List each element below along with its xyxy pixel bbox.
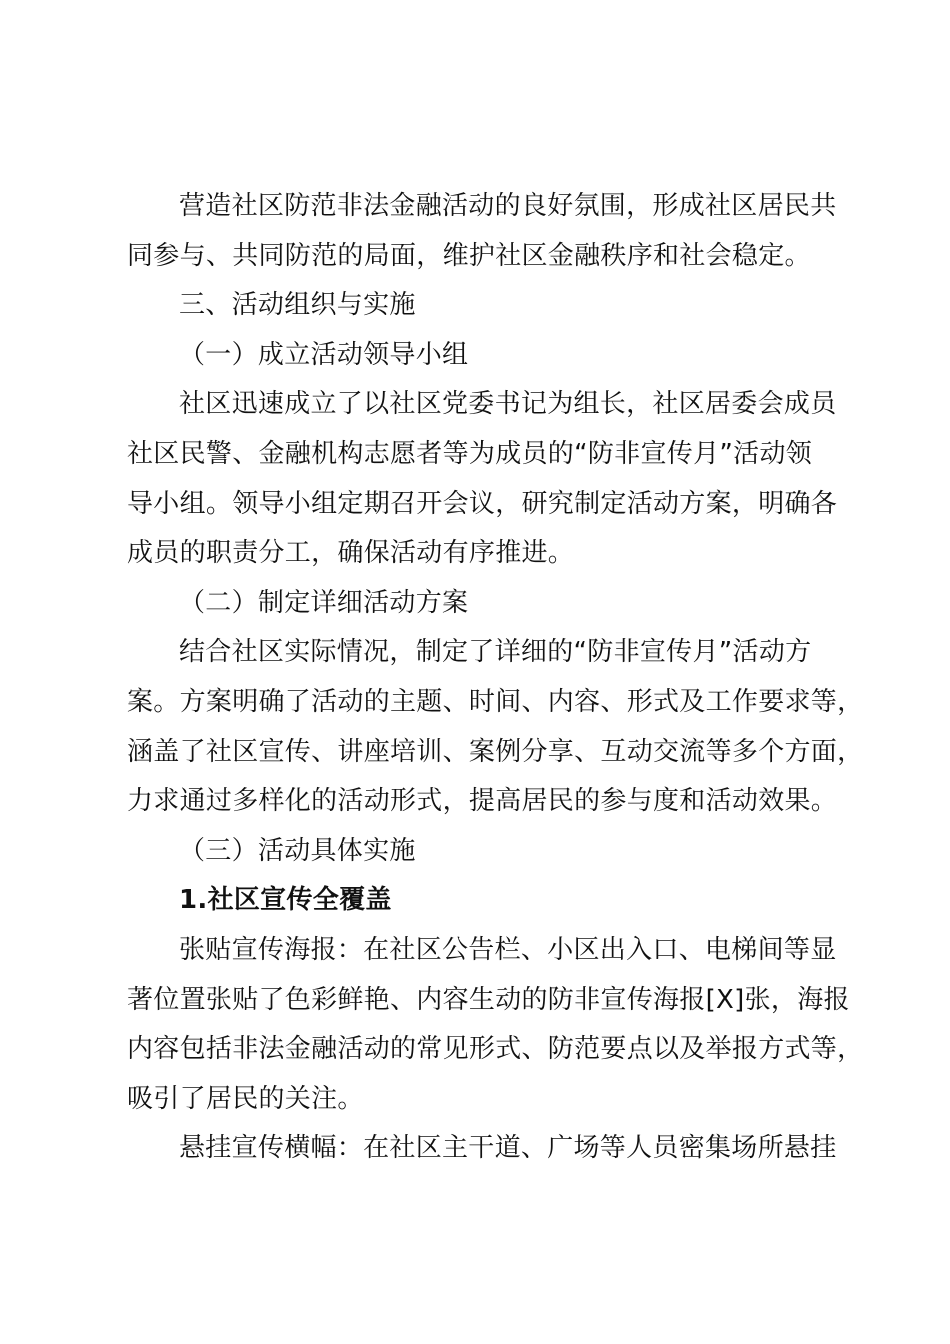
body-line: 力求通过多样化的活动形式，提高居民的参与度和活动效果。 <box>127 786 838 817</box>
body-line: 成员的职责分工，确保活动有序推进。 <box>127 538 575 569</box>
item-heading: 1.社区宣传全覆盖 <box>179 885 392 916</box>
subsection-heading: （一）成立活动领导小组 <box>179 339 469 370</box>
body-line: 涵盖了社区宣传、讲座培训、案例分享、互动交流等多个方面， <box>127 736 864 767</box>
body-line: 案。方案明确了活动的主题、时间、内容、形式及工作要求等， <box>127 686 864 717</box>
body-line: 张贴宣传海报：在社区公告栏、小区出入口、电梯间等显 <box>179 934 837 965</box>
body-line: 同参与、共同防范的局面，维护社区金融秩序和社会稳定。 <box>127 240 811 271</box>
body-line: 导小组。领导小组定期召开会议，研究制定活动方案，明确各 <box>127 488 838 519</box>
body-line: 吸引了居民的关注。 <box>127 1083 364 1114</box>
body-line: 社区民警、金融机构志愿者等为成员的“防非宣传月”活动领 <box>127 438 813 469</box>
section-heading: 三、活动组织与实施 <box>179 290 416 321</box>
subsection-heading: （二）制定详细活动方案 <box>179 587 469 618</box>
document-body <box>127 182 864 1174</box>
body-line: 结合社区实际情况，制定了详细的“防非宣传月”活动方 <box>179 637 812 668</box>
body-line: 营造社区防范非法金融活动的良好氛围，形成社区居民共 <box>179 191 837 221</box>
body-line: 悬挂宣传横幅：在社区主干道、广场等人员密集场所悬挂 <box>179 1133 837 1164</box>
body-line: 社区迅速成立了以社区党委书记为组长，社区居委会成员 <box>179 389 837 420</box>
body-line: 著位置张贴了色彩鲜艳、内容生动的防非宣传海报[X]张，海报 <box>127 984 850 1015</box>
subsection-heading: （三）活动具体实施 <box>179 835 416 866</box>
body-line: 内容包括非法金融活动的常见形式、防范要点以及举报方式等， <box>127 1034 864 1065</box>
